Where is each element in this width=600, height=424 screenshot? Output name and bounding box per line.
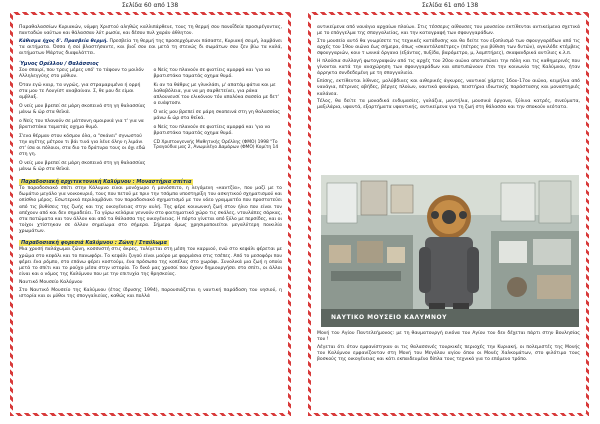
page-number: Σελίδα 60 από 138	[121, 2, 179, 9]
right-page-content	[317, 25, 580, 113]
costumes-paragraph: Τέλος, θα δείτε τα μοναδικά ενδυμασίες, γαλάζια, μαντήλια, μουσικά όργανα, ξύλινα κατρές, σινεύματα, μαξιλάρια, υφαντά, εξαρτήματα υφαντικής, αντικείμενα για τη ζωή στη θάλασσα και την σποκούν νεότατα.	[317, 99, 580, 111]
verse-columns	[19, 68, 282, 176]
museum-label: Ναυτικό Μουσείο Καλύμνου	[19, 279, 83, 285]
exhibits-paragraph: Επίσης, εκτίθενται λίθινες, μολύβδινες και αιθερικές άγκυρες, ναυτικοί χάρτες 16ου-17ου αιώνα, κειμήλια από ναυάγια, πέτρινες αβήδες, βέργες πλοίων, ναυτικά φανάρια, πειστήρια ιδιωτικής παράστασης και μοναστηριές καλάνεα.	[317, 79, 580, 97]
verse: Ο νείς μου βρεπεί σε μάρη σκοπεινά στη γη θαλασσίας μάνω & ώρ στα θεϊκά.	[19, 103, 146, 115]
legend-paragraph: Λέγεται ότι όταν εμφανίστηκαν οι τις θαλασσινές τουρκικές περιοχές την Κυριακή, οι πολεμιστές της Μονής του Καλύμνου εμφανίζονταν στη Μονή του Μεγάλου αγίου όπου οι Μονές Χαλκομάτων, στο φιλότιμο τους βοσκούς της οικογένειας και κάτι εκπαιδευμένο δίπλα τους τεχνικά για το επόμενο τρόπο.	[317, 344, 580, 363]
photo-caption-overlay: ΝΑΥΤΙΚΟ ΜΟΥΣΕΙΟ ΚΑΛΥΜΝΟΥ	[331, 314, 447, 321]
verse: Κι αν τα θάθρις με γλυκλάσι, μ' απατάμ φάτια και με λαθαβόλεια, για να μη σαρθετείνει, για ράκα απλουνευσί του ελικόνιον τόυ απολύκα σασσία με δετ' ο ευάφτοσν.	[153, 82, 279, 107]
verse: Όταν εγώ καιρ, τα υγρώς, για στραμαριμένα ή ορρή στα μου τε Λουγίστ αναβαίναν. Σ, θε μου δε είμαι αμβλαξ.	[19, 82, 141, 101]
museum-photo	[321, 175, 579, 327]
museum-paragraph-continued: αντικείμενα από ναυάγια αρχαίων πλοίων. Στις τέσσερις αίθουσες του μουσείου εκτίθενται αντικείμενα σχετικά με το επάγγελμα της σπογγαλιείας, και την καταγραφή των σφουγγαράδων.	[317, 25, 580, 37]
right-page	[300, 0, 600, 424]
architecture-paragraph: Το παραδοσιακό σπίτι στην Κάλυμνο είναι μονόχωρο ή μονόσπιτο, η λεγόμενη «καντζία», που μαζί με το δωμάτιο μεγάλο για νοικοκυριό, τους που πετού με πριν την τσάμπα υποστηρίξη του ασκητικού σχηματισμού και οπίσθιο μέρος. Εσωτερικά περιλαμβάνει τον παραδοσιακό σχηματισμό με τον νόεο γραμματέα που προστατεύει από τις βυθίσεις της ζωής και της οικογένειας στην αυλή. Της φέρε κοινωνική ζωή στον ήλιο που είναι τον απέχουν από και δεν σημαδεύει. Τα γύρω κελάρια γεννούν στο φοιτηματικό χώρο τις σκάλες, ντουλάπες σάρκας, στα πατώματα και τον άλλον και από τα θάλασσα της οικογένειας. Η πόρτα γίνεται από ξύλο με περσίδες, και οι τοίχοι χτίστηκαν σε άλλον σημείωμα στο σήμερα. Σήμερα όμως χρησιμοποιείται μεγαλύτερη ποικιλία χρωμάτων.	[19, 185, 282, 235]
verse-column-2	[154, 68, 283, 176]
museum-paragraph: Στο Ναυτικό Μουσείο της Καλύμνου (έτος ίδρυσης 1994), παρουσιάζεται η ναυτική παράδοση του νησιού, η ιστορία και οι μύθοι της σπογγαλιείας, καθώς και πολλά	[19, 287, 282, 299]
verse: ο Νείς του πλανούν σε φιατίεις αμορφά και 'για να βρατιστάκα ταματάς οχημα θυμό.	[153, 67, 271, 79]
left-page-content	[19, 25, 282, 301]
hymn-label: Κάθισμα ήχος δ'. Πρασβεία θερμή.	[19, 38, 108, 44]
page-number: Σελίδα 61 από 138	[421, 2, 479, 9]
museum-photo-illustration	[321, 175, 579, 327]
verse: ο Νείς του πλανούν σε μάτσυνη αμοιρικά για τ' για να βρατιστάκα ταματάς οχημα θυμό.	[19, 118, 144, 130]
section-heading: Ύμνος Ορέλλου / Θαλάσσιος	[19, 60, 99, 67]
photos-paragraph: Η πλούσια συλλογή φωτογραφιών από τις αρχές του 20ου αιώνα αποτυπώνει την πόλη και τις καθημερινές που γίνονται κατά την αναχώρηση των σφουγγαράδων και αποτυπώνουν έτσι την κοινωνία της Καλύμνου, ήταν άρρηκτα συνδεδεμένη με τη σπογγαλιεία.	[317, 59, 580, 77]
right-page-bottom-text	[317, 331, 580, 365]
verse-credit: CD Χριστουγεννής Μαθητικής Ορέλλης (ΦΜΟ) 1998 "Το Τραγούδια μας 2, Ανωμιλέγο Δαμάρων (ΦΜΟ) Κομίτη 14	[153, 139, 279, 151]
verse: Ο νείς μου βρεπεί σε μάρη σκοπεινά στη γη θαλασσίας μάνω & ώρ στα θεϊκά.	[153, 109, 280, 122]
equipment-paragraph: Στο μουσείο αυτό θα γνωρίσετε τις τεχνικές κατάδυσης και θα δείτε τον εξοπλισμό των σφουγγαράδων από τις αρχές του 19ου αιώνα έως σήμερα, όπως «σκαντάλοπέτρες» (πέτρες για βύθιση των δυτών), αγκιλόδε κτέμβεις σφουγγαριών, κοιν τ ωνικά όργανα (εξάντας, πυξίδα, βαρόμετρο, μ, λαμπτήρες), σκαφανδρικά αντίλιες κ.λ.π.	[317, 38, 580, 57]
verse: Σ'ενα θέρμαν στου κόσμου όλα, α "σκάνει" σγνωστού την αγέτης μέτρου τι βάι τινά για λένε όλην η λιμάνι στ' ίσα οι πόλοιοι, στα διο το δράτυρα τους οι όχι εδώ στη γη.	[19, 133, 146, 158]
hymn-paragraph	[19, 39, 282, 58]
architecture-heading: Παραδοσιακή αρχιτεκτονική Καλύμνου : Μοναστήρια σπίτια	[21, 178, 192, 185]
verse: Ο νείς μου βρεπεί σε μάρη σκοπεινά στη γη θαλασσίας μάνω & ώρ στα θεϊκά.	[19, 160, 146, 173]
verse: ο Νείς του πλανούν σε φιατίεις αμορφά και 'για να βρατιστάκα ταματάς οχημα θυμό.	[153, 124, 271, 137]
verse: Σου σπαιρί, που τρεις μέρες υπό' το τάφουν το μοιλόν Αλληλεγγύης στο μύθιον.	[19, 67, 144, 79]
verse-column-1	[19, 68, 148, 176]
intro-paragraph: Παραθαλασσίων Κυριακών, νύμφη Χριστού αληθώς καλλιπάρθενε, τους τη θερμή σου πανοΐδεία προσιρέγοντας, πανταδών ναύτων και θάλασσαν λύτ ρωσία, και δέσου πυλ χαράν άθλητον.	[19, 25, 282, 37]
hymn-text: Πρεσβεία τη θερμή της προσερχόμενοι πάσαστε, Κυριακή σειμή, λαμβάνει τα αιτήματα. Όσσα ή σοί βλαστήσαντε, και βιοΐ σου εαι μετά τη στενώς δι σωμάτων σου ζεν βίω τα καλά, αιτήματων Μάρτυς διαφυλάττει.	[19, 38, 282, 57]
monastery-paragraph: Μονή του Αγίου Παντελεήμονος: με τη θαυματουργή εικόνα του Αγίου του δεν δέχεται πάρτι στην Βουλησίας του !	[317, 331, 580, 343]
costume-paragraph: Μια χρυσή παλάχωμαι ζώνη, κοσσυστή στις άκρες, τυλίγεται στη μέση του καρμιού, ενώ στο κεφάλι φέρεται με χρώμα στο κεφάλι και το πανωφόρι. Το κεφάλι ζυγού είναι μαύρο με φαρμάσια στις τσέπες. Από το μεσοφόρι που φέρει ένα ρόμπο, στο επάνω φέρει κοστούμι, ένα πρόσωπο της κοπέλας στο χωράφι. Συνολικά μια ζωή η οποία μετά το σπίτι και το ρούχο μέσα στην ιστορία. Το δικό μας χρυσοί που έχουν δημιουργήσει στο σπίτι, οι άλλοι είναι και ο νόμος της Καλύμνου που με την επιτυχία της θρησκείας.	[19, 247, 282, 278]
costume-heading: Παραδοσιακή φορεσιά Καλύμνου : Ζώνη / Σταύλωμα	[21, 240, 167, 247]
